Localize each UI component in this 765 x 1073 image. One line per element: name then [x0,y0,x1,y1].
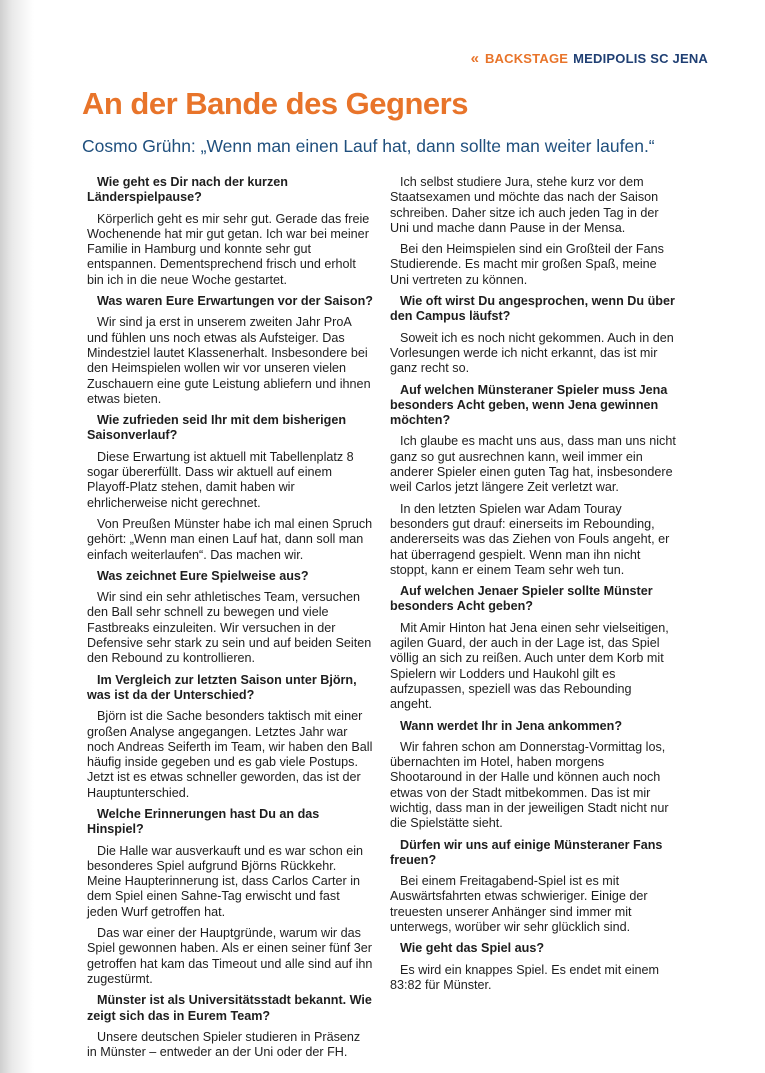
answer: Unsere deutschen Spieler studieren in Präsenz in Münster – entweder an der Uni oder der FH. [87,1029,361,1060]
question: Auf welchen Jenaer Spieler sollte Münster besonders Acht geben? [390,584,653,614]
answer: In den letzten Spielen war Adam Touray besonders gut drauf: einerseits im Rebounding, andererseits was das Ziehen von Fouls angeht, er hat überragend gespielt. Wenn man ihn nicht stoppt, kann er einem Team sehr weh tun. [390,501,670,577]
answer: Wir sind ja erst in unserem zweiten Jahr ProA und fühlen uns noch etwas als Aufsteiger. Das Mindestziel lautet Klassenerhalt. Insbesondere bei den Heimspielen wollen wir vor unseren vielen Zuschauern eine gute Leistung abliefern und ihnen etwas bieten. [87,315,371,406]
question: Wie geht es Dir nach der kurzen Länderspielpause? [87,175,288,205]
text-column-right [390,175,676,999]
question: Wie zufrieden seid Ihr mit dem bisherigen Saisonverlauf? [87,413,347,443]
answer: Bei einem Freitagabend-Spiel ist es mit Auswärtsfahrten etwas schwieriger. Einige der treuesten unserer Anhänger sind immer mit unterwegs, worüber wir sehr glücklich sind. [390,874,648,935]
answer: Mit Amir Hinton hat Jena einen sehr vielseitigen, agilen Guard, der auch in der Lage ist, das Spiel völlig an sich zu reißen. Auch unter dem Korb mit Spielern wir Lodders und Haukohl gilt es aufzupassen, speziell was das Rebounding angeht. [390,620,669,712]
answer: Ich glaube es macht uns aus, dass man uns nicht ganz so gut ausrechnen kann, weil immer ein anderer Spieler einen guten Tag hat, insbesondere weil Carlos jetzt längere Zeit verletzt war. [390,434,676,495]
question: Wie oft wirst Du angesprochen, wenn Du über den Campus läufst? [390,294,675,324]
question: Was zeichnet Eure Spielweise aus? [97,568,309,583]
answer: Wir fahren schon am Donnerstag-Vormittag los, übernachten im Hotel, haben morgens Shootaround in der Halle und können auch noch etwas von der Stadt mitbekommen. Das ist mir wichtig, dass man in der jeweiligen Stadt nicht nur die Spielstätte sieht. [390,739,669,831]
answer: Diese Erwartung ist aktuell mit Tabellenplatz 8 sogar übererfüllt. Dass wir aktuell auf einem Playoff-Platz stehen, damit haben wir ehrlicherweise nicht gerechnet. [87,449,354,510]
answer: Björn ist die Sache besonders taktisch mit einer großen Analyse angegangen. Letztes Jahr war noch Andreas Seiferth im Team, wir haben den Ball häufig inside gegeben und es gab viele Postups. Jetzt ist es etwas schneller geworden, das ist der Hauptunterschied. [87,709,373,800]
question: Welche Erinnerungen hast Du an das Hinspiel? [87,806,320,837]
article-title: An der Bande des Gegners [82,86,468,121]
answer: Ich selbst studiere Jura, stehe kurz vor dem Staatsexamen und möchte das nach der Saison schreiben. Daher sitze ich auch jeden Tag in der Uni und mache dann Pause in der Mensa. [390,175,659,235]
section-label: BACKSTAGE [484,51,569,66]
question: Dürfen wir uns auf einige Münsteraner Fans freuen? [390,837,663,867]
double-chevron-left-icon: « [470,50,476,67]
question: Was waren Eure Erwartungen vor der Saison? [97,294,373,309]
answer: Die Halle war ausverkauft und es war schon ein besonderes Spiel aufgrund Björns Rückkehr. Meine Haupterinnerung ist, dass Carlos Carter in dem Spiel einen Sahne-Tag erwischt und fast jeden Wurf getroffen hat. [87,843,363,919]
answer: Soweit ich es noch nicht gekommen. Auch in den Vorlesungen werde ich nicht erkannt, das ist mir ganz recht so. [390,330,674,376]
page-spine-shadow [0,0,34,1073]
team-label: MEDIPOLIS SC JENA [573,51,708,66]
answer: Von Preußen Münster habe ich mal einen Spruch gehört: „Wenn man einen Lauf hat, dann soll man einfach weiterlaufen“. Das machen wir. [87,516,373,562]
text-column-left [87,175,373,1066]
article-subtitle: Cosmo Grühn: „Wenn man einen Lauf hat, dann sollte man weiter laufen.“ [82,136,655,156]
answer: Körperlich geht es mir sehr gut. Gerade das freie Wochenende hat mir gut getan. Ich war bei meiner Familie in Hamburg und konnte sehr gut entspannen. Dementsprechend frisch und erholt bin ich in die neue Woche gestartet. [87,211,370,287]
question: Wann werdet Ihr in Jena ankommen? [400,718,623,733]
question: Im Vergleich zur letzten Saison unter Björn, was ist da der Unterschied? [87,672,357,702]
answer: Das war einer der Hauptgründe, warum wir das Spiel gewonnen haben. Als er einen seiner fünf 3er getroffen hat kam das Timeout und alle sind auf ihn zugestürmt. [87,926,373,986]
answer: Wir sind ein sehr athletisches Team, versuchen den Ball sehr schnell zu bewegen und viele Fastbreaks einzuleiten. Wir versuchen in der Defensive sehr stark zu sein und auf beiden Seiten den Rebound zu kontrollieren. [87,590,372,666]
answer: Bei den Heimspielen sind ein Großteil der Fans Studierende. Es macht mir großen Spaß, meine Uni vertreten zu können. [390,242,664,287]
question: Wie geht das Spiel aus? [400,941,545,956]
question: Auf welchen Münsteraner Spieler muss Jena besonders Acht geben, wenn Jena gewinnen möchten? [390,382,668,428]
answer: Es wird ein knappes Spiel. Es endet mit einem 83:82 für Münster. [390,962,660,992]
question: Münster ist als Universitätsstadt bekannt. Wie zeigt sich das in Eurem Team? [87,993,372,1023]
section-header [471,50,708,67]
